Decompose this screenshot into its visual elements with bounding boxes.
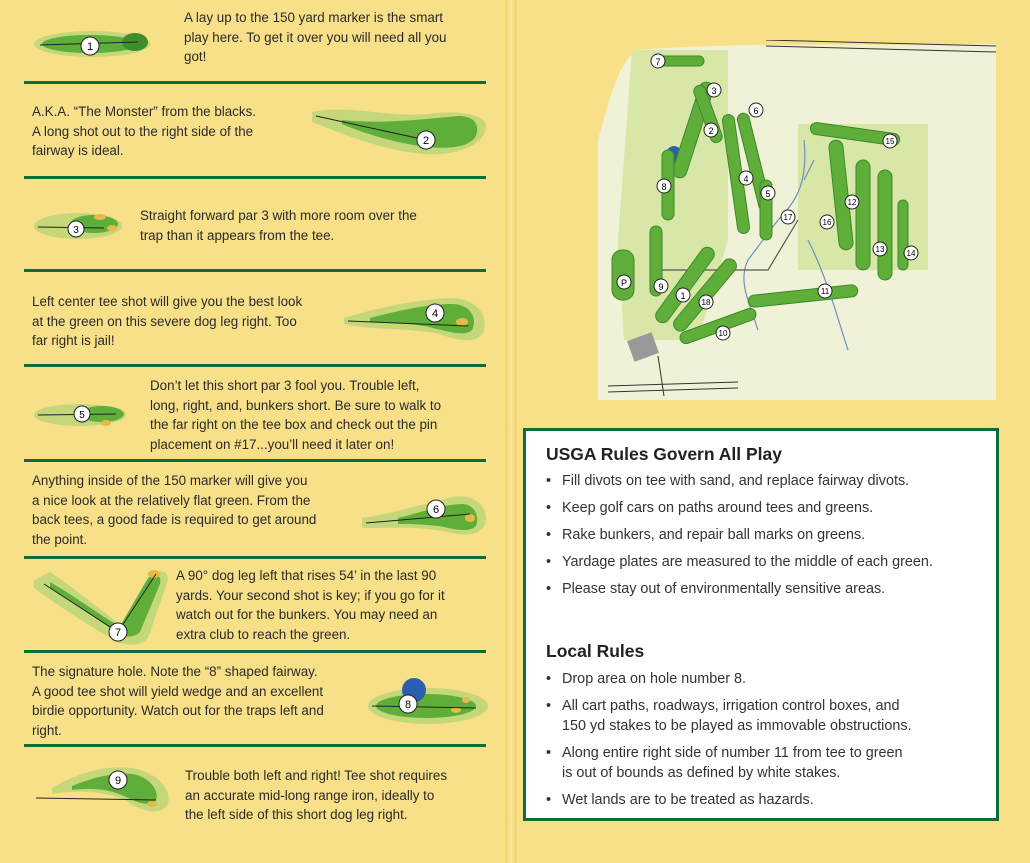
local-rules-title: Local Rules [546,641,645,661]
local-rule-item [546,743,986,783]
map-label: 14 [906,249,916,258]
hole-6-number: 6 [432,504,440,516]
map-marker-13 [873,242,887,256]
hole-4-number: 4 [431,308,439,320]
map-marker-12 [845,195,859,209]
hole-divider [24,176,486,179]
hole-divider [24,269,486,272]
hole-3-diagram-icon [32,206,124,246]
usga-rule-item [546,471,986,491]
local-rule-text [562,743,982,783]
hole-2-diagram-icon [308,100,490,164]
hole-4-diagram-icon [340,290,490,348]
bullet-icon: • [546,554,552,570]
hole-3-line: trap than it appears from the tee. [140,227,335,243]
hole-5-description [150,376,490,454]
hole-1-line: got! [184,49,207,64]
page-fold [505,0,517,863]
hole-1-line: play here. To get it over you will need all you [184,29,447,45]
map-label: 5 [765,189,771,199]
map-marker-14 [904,246,918,260]
hole-6-line: the point. [32,531,88,547]
hole-4-line: far right is jail! [32,333,115,348]
hole-7-line: yards. Your second shot is key; if you go for it [176,587,445,603]
hole-divider [24,364,486,367]
hole-6-line: a nice look at the relatively flat green. From the [32,492,311,508]
map-label: 18 [701,298,711,307]
usga-rule-text: Rake bunkers, and repair ball marks on greens. [562,527,866,543]
hole-5-number: 5 [79,410,85,421]
hole-7-diagram-icon [30,562,172,648]
map-marker-11 [818,284,832,298]
map-label: 11 [820,287,830,296]
hole-8-number: 8 [404,699,412,711]
hole-3-number: 3 [73,225,79,236]
bullet-icon: • [546,792,552,808]
map-marker-15 [883,134,897,148]
course-map [598,40,996,400]
hole-1-description [184,8,484,67]
hole-1-line: A lay up to the 150 yard marker is the smart [184,10,444,25]
local-rule-text [562,696,982,736]
hole-2-line: A long shot out to the right side of the [32,123,254,139]
usga-rule-item [546,552,986,572]
map-marker-5 [761,186,775,200]
local-rule-item [546,790,986,810]
bullet-icon: • [546,581,552,597]
map-label: P [620,278,628,288]
hole-8-line: right. [32,722,62,738]
map-label: 2 [708,126,714,136]
hole-4-description [32,292,342,351]
map-marker-9 [654,279,668,293]
bullet-icon: • [546,473,552,489]
local-rule-line: Along entire right side of number 11 from tee to green [562,745,903,761]
map-label: 3 [711,86,717,96]
hole-7-line: A 90° dog leg left that rises 54’ in the last 90 [176,568,437,583]
local-rule-line: All cart paths, roadways, irrigation control boxes, and [562,698,900,714]
hole-divider [24,81,486,84]
hole-8-diagram-icon [366,674,490,730]
map-label: 8 [661,182,667,192]
map-marker-6 [749,103,763,117]
bullet-icon: • [546,527,552,543]
hole-divider [24,556,486,559]
usga-rule-text: Yardage plates are measured to the middle of each green. [562,554,933,570]
hole-7-line: watch out for the bunkers. You may need an [176,607,438,622]
map-marker-4 [739,171,753,185]
hole-6-description [32,471,362,549]
map-marker-10 [716,326,730,340]
map-label: 4 [743,174,749,184]
hole-divider [24,650,486,653]
hole-2-description [32,102,302,161]
map-marker-P [617,275,631,289]
hole-4-line: at the green on this severe dog leg right. Too [32,313,297,329]
bullet-icon: • [546,671,552,687]
local-rule-text [562,790,982,810]
hole-3-line: Straight forward par 3 with more room over the [140,208,417,223]
hole-9-line: the left side of this short dog leg right. [185,807,408,822]
hole-9-diagram-icon [32,760,180,822]
map-marker-1 [676,288,690,302]
map-label: 6 [753,106,759,116]
local-rule-line: is out of bounds as defined by white stakes. [562,765,841,781]
bullet-icon: • [546,745,552,761]
hole-7-number: 7 [114,627,122,639]
local-rule-item [546,696,986,736]
usga-rule-item [546,498,986,518]
usga-rule-item [546,579,986,599]
map-marker-2 [704,123,718,137]
map-marker-18 [699,295,713,309]
rules-box [523,428,999,821]
hole-8-description [32,662,372,740]
hole-6-line: back tees, a good fade is required to get around [32,512,317,527]
local-rule-line: Wet lands are to be treated as hazards. [562,792,814,808]
hole-9-number: 9 [114,775,122,787]
bullet-icon: • [546,698,552,714]
usga-rules-title: USGA Rules Govern All Play [546,444,782,464]
map-label: 9 [658,282,664,292]
hole-5-line: placement on #17...you’ll need it later on! [150,436,395,452]
hole-9-line: Trouble both left and right! Tee shot requires [185,768,448,783]
hole-2-number: 2 [422,135,430,147]
hole-5-line: Don’t let this short par 3 fool you. Trouble left, [150,378,420,393]
map-marker-3 [707,83,721,97]
hole-8-line: birdie opportunity. Watch out for the traps left and [32,703,324,718]
map-label: 1 [680,291,686,301]
hole-9-description [185,766,495,825]
hole-8-line: The signature hole. Note the “8” shaped fairway. [32,664,318,679]
hole-7-line: extra club to reach the green. [176,626,351,642]
map-marker-7 [651,54,665,68]
map-marker-8 [657,179,671,193]
hole-5-diagram-icon [32,397,128,433]
map-label: 16 [822,218,832,227]
usga-rule-text: Please stay out of environmentally sensitive areas. [562,581,886,597]
usga-rule-item [546,525,986,545]
hole-divider [24,459,486,462]
map-marker-16 [820,215,834,229]
local-rule-item [546,669,986,689]
hole-1-number: 1 [86,41,94,53]
map-label: 13 [875,245,885,254]
hole-5-line: the far right on the tee box and check out the pin [150,417,438,432]
local-rule-line: Drop area on hole number 8. [562,671,746,687]
hole-6-line: Anything inside of the 150 marker will give you [32,473,308,488]
hole-6-diagram-icon [358,488,490,544]
map-label: 12 [847,198,857,207]
hole-divider [24,744,486,747]
hole-1-diagram-icon [30,14,170,70]
hole-2-line: A.K.A. “The Monster” from the blacks. [32,104,256,119]
map-label: 10 [718,329,728,338]
map-marker-17 [781,210,795,224]
usga-rule-text: Keep golf cars on paths around tees and greens. [562,500,874,516]
bullet-icon: • [546,500,552,516]
hole-7-description [176,566,486,644]
hole-2-line: fairway is ideal. [32,143,124,158]
usga-rule-text: Fill divots on tee with sand, and replace fairway divots. [562,473,910,489]
hole-9-line: an accurate mid-long range iron, ideally to [185,787,435,803]
hole-8-line: A good tee shot will yield wedge and an excellent [32,683,324,699]
hole-5-line: long, right, and, bunkers short. Be sure to walk to [150,397,442,413]
local-rule-line: 150 yd stakes to be played as immovable obstructions. [562,718,912,734]
map-label: 15 [885,137,895,146]
map-label: 7 [655,57,661,67]
map-label: 17 [783,213,793,222]
hole-4-line: Left center tee shot will give you the best look [32,294,303,309]
hole-3-description [140,206,480,245]
local-rule-text [562,669,982,689]
